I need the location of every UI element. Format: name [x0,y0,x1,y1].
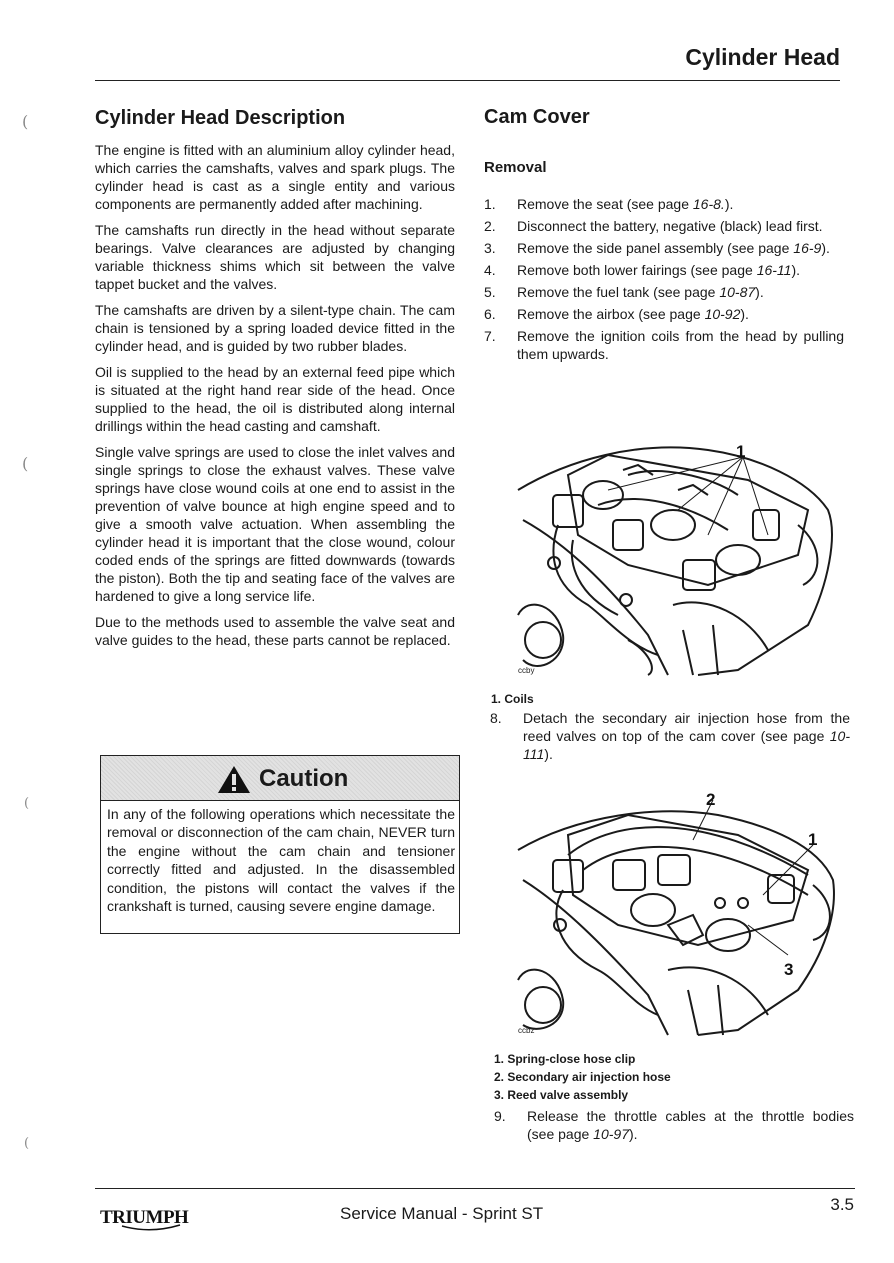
step-item: 5. Remove the fuel tank (see page 10-87). [484,284,764,300]
caption-line: 1. Spring-close hose clip [494,1052,636,1066]
paragraph: Due to the methods used to assemble the valve seat and valve guides to the head, these parts cannot be replaced. [95,614,455,648]
removal-step-8 [490,709,850,767]
footer-manual-title: Service Manual - Sprint ST [340,1204,544,1223]
warning-triangle-icon [217,765,251,794]
figure1-caption: 1. Coils [491,692,534,706]
triumph-logo-mark [100,1203,200,1231]
paragraph: The camshafts are driven by a silent-type chain. The cam chain is tensioned by a spring loaded device fitted in the cylinder head, and is guided by two rubber blades. [95,302,455,354]
step-item: 2. Disconnect the battery, negative (black) lead first. [484,218,823,234]
caption-line: 2. Secondary air injection hose [494,1070,671,1084]
paragraph: The engine is fitted with an aluminium alloy cylinder head, which carries the camshafts, valves and spark plugs. The cylinder head is cast as a single entity and various components are permanently added after machining. [95,142,455,212]
callout-label: 1 [808,830,818,849]
step-item: 7. Remove the ignition coils from the head by pulling them upwards. [484,328,844,362]
ignition-coils-illustration [508,435,838,680]
page-header-title: Cylinder Head [685,44,840,70]
header-rule [95,80,840,81]
removal-steps [484,195,844,367]
caption-line: 3. Reed valve assembly [494,1088,629,1102]
page-number: 3.5 [830,1195,854,1214]
caution-title: Caution [259,765,349,792]
triumph-logo [100,1203,200,1236]
step-item: 8. Detach the secondary air injection hose from the reed valves on top of the cam cover (see page 10-111). [490,710,850,762]
section-title-description: Cylinder Head Description [95,107,346,129]
step-item: 6. Remove the airbox (see page 10-92). [484,306,749,322]
margin-mark: ( [22,112,29,131]
caution-box [100,755,460,934]
step-item: 9. Release the throttle cables at the throttle bodies (see page 10-97). [494,1108,854,1142]
margin-mark: ( [24,1136,30,1151]
footer-rule [95,1188,855,1189]
removal-step-9 [494,1107,854,1147]
secondary-air-hose-illustration [508,785,843,1040]
margin-mark: ( [22,454,29,473]
subsection-title-removal: Removal [484,159,547,176]
caution-header [101,756,459,801]
logo-text: TRIUMPH [100,1207,189,1228]
figure2-captions [494,1050,671,1104]
step-item: 4. Remove both lower fairings (see page 16-11). [484,262,801,278]
callout-label: 2 [706,790,716,809]
description-body [95,141,455,657]
figure-code: ccby [518,666,535,675]
paragraph: The camshafts run directly in the head without separate bearings. Valve clearances are adjusted by changing variable thickness shims which sit between the valve tappet bucket and the valves. [95,222,455,292]
section-title-cam-cover: Cam Cover [484,106,590,128]
margin-mark: ( [24,796,30,811]
step-item: 3. Remove the side panel assembly (see page 16-9). [484,240,830,256]
callout-label: 3 [784,960,794,979]
figure-code: ccbz [518,1026,535,1035]
paragraph: Single valve springs are used to close the inlet valves and single springs to close the exhaust valves. These valve springs have close wound coils at one end to assist in the prevention of valve bounce at high engine speed and to give a smooth valve actuation. When assembling the cylinder head it is important that the close wound, colour coded ends of the springs are fitted downwards (towards the piston). Both the tip and seating face of the valves are hardened to give a long service life. [95,444,455,604]
caution-text: In any of the following operations which necessitate the removal or disconnection of the cam chain, NEVER turn the engine without the cam chain and tensioner correctly fitted and adjusted. In the disassembled condition, the pistons will contact the valves if the crankshaft is turned, causing severe engine damage. [107,806,455,915]
step-item: 1. Remove the seat (see page 16-8.). [484,196,734,212]
paragraph: Oil is supplied to the head by an external feed pipe which is situated at the right hand rear side of the head. Once supplied to the head, the oil is distributed along internal drillings within the head casting and camshaft. [95,364,455,434]
callout-label: 1 [736,442,746,461]
